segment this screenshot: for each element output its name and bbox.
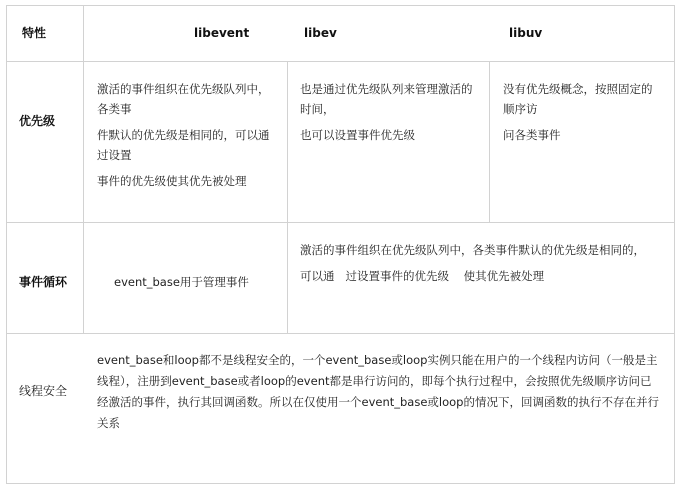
row-divider-1 [6, 222, 675, 223]
priority-libev-line: 也是通过优先级队列来管理激活的时间， [300, 82, 473, 116]
priority-libevent-line: 件默认的优先级是相同的，可以通过设置 [97, 128, 270, 162]
row-label-event-loop: 事件循环 [19, 275, 68, 289]
header-libevent: libevent [194, 26, 250, 40]
col-divider-label [83, 5, 84, 334]
priority-libev-line: 也可以设置事件优先级 [300, 128, 415, 142]
priority-libevent-text [97, 79, 277, 197]
thread-safety-text: event_base和loop都不是线程安全的，一个event_base或loop实例只能在用户的一个线程内访问（一般是主线程），注册到event_base或者loop的event都是串行访问的，即每个执行过程中，会按照优先级顺序访问已经激活的事件，执行其回调函数。所以在仅使用一个event_base或loop的情况下，回调函数的执行不存在并行关系 [97, 353, 659, 430]
priority-libevent-line: 激活的事件组织在优先级队列中，各类事 [97, 82, 270, 116]
event-loop-libevent-text: event_base用于管理事件 [114, 275, 249, 289]
header-feature: 特性 [22, 26, 47, 40]
priority-libuv-line: 没有优先级概念，按照固定的顺序访 [503, 82, 653, 116]
header-divider [6, 61, 675, 62]
row-label-priority: 优先级 [19, 114, 56, 128]
event-loop-libev-libuv-text [300, 240, 652, 292]
header-libuv: libuv [509, 26, 543, 40]
table-border-top [6, 5, 675, 6]
header-libev: libev [304, 26, 337, 40]
event-loop-merged-line: 可以通 过设置事件的优先级 使其优先被处理 [300, 269, 545, 283]
row-label-thread-safety: 线程安全 [19, 384, 68, 398]
priority-libuv-line: 问各类事件 [503, 128, 561, 142]
priority-libevent-line: 事件的优先级使其优先被处理 [97, 174, 247, 188]
col-divider-libevent [287, 62, 288, 334]
priority-libev-text [300, 79, 480, 151]
col-divider-libev [489, 62, 490, 223]
event-loop-merged-line: 激活的事件组织在优先级队列中，各类事件默认的优先级是相同的， [300, 243, 645, 257]
priority-libuv-text [503, 79, 663, 151]
table-border-left [6, 5, 7, 484]
table-border-right [674, 5, 675, 484]
row-divider-2 [6, 333, 675, 334]
table-border-bottom [6, 483, 675, 484]
